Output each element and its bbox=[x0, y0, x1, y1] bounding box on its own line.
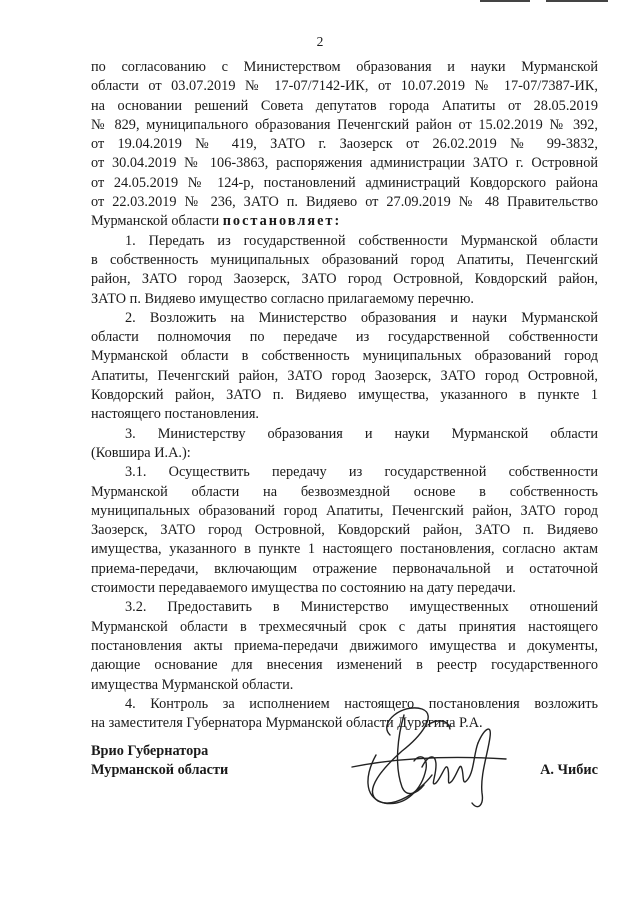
body-line bbox=[91, 521, 598, 540]
body-line bbox=[91, 618, 598, 637]
body-line bbox=[91, 232, 598, 251]
scan-edge-marks bbox=[480, 0, 620, 3]
body-line bbox=[91, 328, 598, 347]
body-line bbox=[91, 540, 598, 559]
signatory-name: А. Чибис bbox=[540, 762, 598, 778]
body-line bbox=[91, 97, 598, 116]
body-line bbox=[91, 463, 598, 482]
body-line-text: Мурманской области bbox=[91, 213, 223, 230]
body-line-text: Мурманской области в собственность муниципальных образований город bbox=[91, 348, 598, 365]
page-number: 2 bbox=[316, 34, 324, 49]
body-line-text: 3.1. Осуществить передачу из государственной собственности bbox=[125, 464, 598, 481]
body-line bbox=[91, 444, 598, 463]
body-line bbox=[91, 135, 598, 154]
body-line-text: 1. Передать из государственной собственности Мурманской области bbox=[125, 232, 598, 249]
body-line-text: постановления акты приема-передачи движимого имущества и документы, bbox=[91, 637, 598, 654]
body-line bbox=[91, 502, 598, 521]
body-line-text: Мурманской области в трехмесячный срок с даты принятия настоящего bbox=[91, 618, 598, 635]
body-line bbox=[91, 425, 598, 444]
body-line bbox=[91, 483, 598, 502]
body-line bbox=[91, 386, 598, 405]
body-line bbox=[91, 116, 598, 135]
body-line-text: Апатиты, Печенгский район, ЗАТО город Заозерск, ЗАТО город Островной, bbox=[91, 367, 598, 384]
document-body bbox=[91, 58, 598, 733]
body-line bbox=[91, 309, 598, 328]
signatory-title bbox=[91, 742, 228, 781]
body-line-text: на основании решений Совета депутатов города Апатиты от 28.05.2019 bbox=[91, 97, 598, 114]
body-line-text: 4. Контроль за исполнением настоящего постановления возложить bbox=[125, 695, 598, 712]
body-line-text: настоящего постановления. bbox=[91, 406, 260, 423]
body-line bbox=[91, 58, 598, 77]
signatory-title-line-1: Врио Губернатора bbox=[91, 743, 209, 759]
body-line bbox=[91, 347, 598, 366]
body-line-text: Ковдорский район, ЗАТО п. Видяево имущества, указанного в пункте 1 bbox=[91, 387, 598, 404]
body-line-text: (Ковшира И.А.): bbox=[91, 444, 191, 461]
body-line bbox=[91, 676, 598, 695]
body-line-text: 2. Возложить на Министерство образования и науки Мурманской bbox=[125, 309, 598, 326]
body-line-text: район, ЗАТО город Заозерск, ЗАТО город Островной, Ковдорский район, bbox=[91, 271, 598, 288]
body-line-text: дающие основание для внесения изменений в реестр государственного bbox=[91, 657, 598, 674]
body-line-text: области от 03.07.2019 № 17-07/7142-ИК, от 10.07.2019 № 17-07/7387-ИК, bbox=[91, 78, 598, 95]
body-line bbox=[91, 367, 598, 386]
body-line bbox=[91, 77, 598, 96]
body-line-text: Мурманской области на безвозмездной основе в собственность bbox=[91, 483, 598, 500]
body-line-text: на заместителя Губернатора Мурманской области Дурягина Р.А. bbox=[91, 715, 483, 732]
signature-block bbox=[0, 695, 640, 815]
body-line-text: № 829, муниципального образования Печенгский район от 15.02.2019 № 392, bbox=[91, 116, 598, 133]
body-line-text: стоимости передаваемого имущества по состоянию на дату передачи. bbox=[91, 580, 516, 597]
body-line bbox=[91, 637, 598, 656]
body-line bbox=[91, 212, 598, 231]
body-line-text: от 24.05.2019 № 124-р, постановлений администраций Ковдорского района bbox=[91, 174, 598, 191]
body-line bbox=[91, 656, 598, 675]
body-line bbox=[91, 579, 598, 598]
body-line-text: от 30.04.2019 № 106-3863, распоряжения администрации ЗАТО г. Островной bbox=[91, 155, 598, 172]
body-line-text: в собственность муниципальных образований город Апатиты, Печенгский bbox=[91, 251, 598, 268]
body-line bbox=[91, 154, 598, 173]
body-line-text: по согласованию с Министерством образования и науки Мурманской bbox=[91, 59, 598, 75]
body-line-text: имущества, указанного в пункте 1 настоящего постановления, согласно актам bbox=[91, 541, 598, 558]
body-line bbox=[91, 598, 598, 617]
body-line bbox=[91, 405, 598, 424]
body-line bbox=[91, 290, 598, 309]
body-line-text: ЗАТО п. Видяево имущество согласно прилагаемому перечню. bbox=[91, 290, 474, 307]
handwritten-signature bbox=[332, 695, 512, 815]
body-line-text: имущества Мурманской области. bbox=[91, 676, 294, 693]
body-line-text: 3. Министерству образования и науки Мурманской области bbox=[125, 425, 598, 442]
resolution-keyword: постановляет: bbox=[222, 213, 342, 230]
body-line bbox=[91, 174, 598, 193]
body-line bbox=[91, 560, 598, 579]
body-line-text: Заозерск, ЗАТО город Островной, Ковдорский район, ЗАТО п. Видяево bbox=[91, 522, 598, 539]
body-line bbox=[91, 193, 598, 212]
body-line-text: от 19.04.2019 № 419, ЗАТО г. Заозерск от 26.02.2019 № 99-3832, bbox=[91, 136, 598, 153]
body-line-text: от 22.03.2019 № 236, ЗАТО п. Видяево от 27.09.2019 № 48 Правительство bbox=[91, 194, 598, 211]
signatory-title-line-2: Мурманской области bbox=[91, 762, 229, 779]
body-line bbox=[91, 270, 598, 289]
body-line bbox=[91, 251, 598, 270]
body-line-text: 3.2. Предоставить в Министерство имущественных отношений bbox=[125, 599, 598, 616]
body-line-text: приема-передачи, включающим отражение первоначальной и остаточной bbox=[91, 560, 598, 577]
body-line-text: муниципальных образований город Апатиты, Печенгский район, ЗАТО город bbox=[91, 502, 598, 519]
body-line-text: области полномочия по передаче из государственной собственности bbox=[91, 329, 598, 346]
